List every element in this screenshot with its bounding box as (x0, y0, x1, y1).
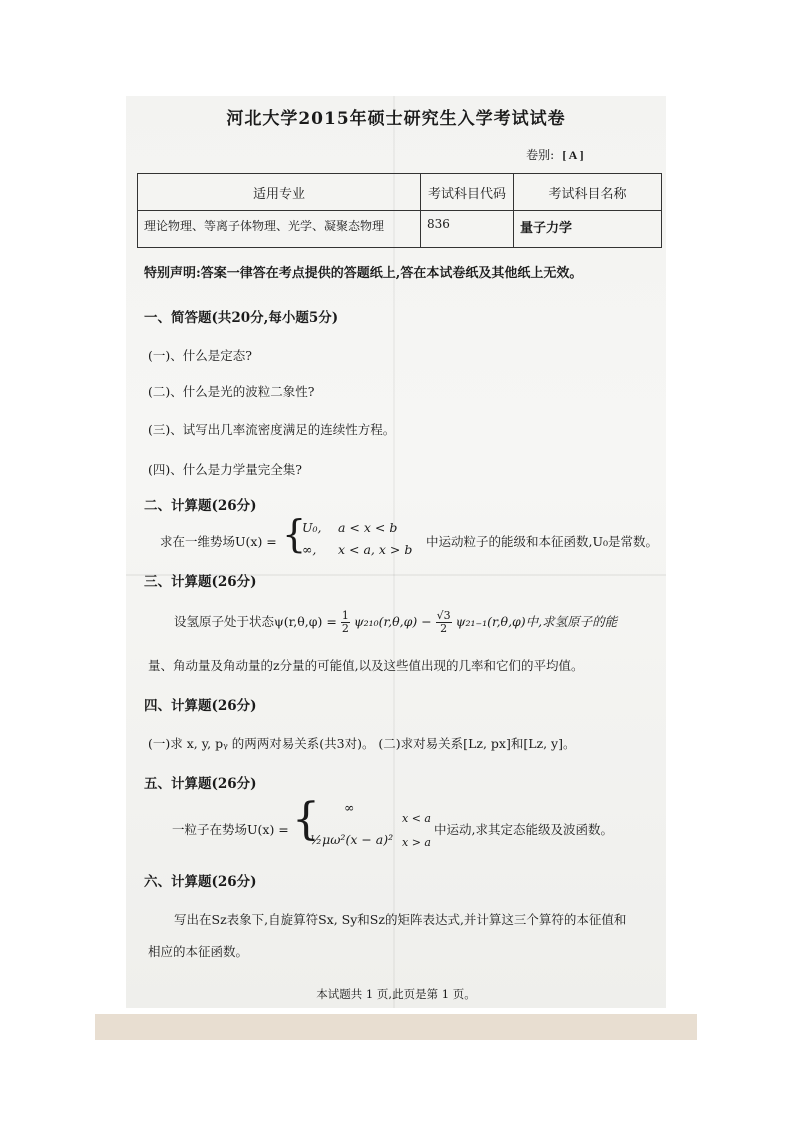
section2-case1-condition: a < x < b (338, 520, 398, 535)
section2-heading: 二、计算题(26分) (144, 498, 257, 514)
section2-text-post: 中运动粒子的能级和本征函数,U₀是常数。 (426, 534, 659, 549)
exam-sheet (126, 96, 666, 1008)
section5-case2-value: ½μω²(x − a)² (310, 832, 394, 847)
section3-line2: 量、角动量及角动量的z分量的可能值,以及这些值出现的几率和它们的平均值。 (148, 658, 584, 673)
section2-case2-value: ∞, (302, 542, 317, 557)
exam-info-table (137, 173, 662, 248)
section3-psi2: ψ₂₁₋₁(r,θ,φ)中,求氢原子的能 (455, 614, 618, 630)
cell-code: 836 (421, 211, 514, 248)
section5-case1-condition: x < a (402, 812, 431, 825)
section6-line1: 写出在Sz表象下,自旋算符Sx, Sy和Sz的矩阵表达式,并计算这三个算符的本征值和 (174, 912, 627, 927)
paper-code-label: 卷别: (526, 148, 555, 162)
question-1-2: (二)、什么是光的波粒二象性? (148, 384, 315, 399)
section4-heading: 四、计算题(26分) (144, 698, 257, 714)
section3-line1 (174, 610, 617, 635)
section2-brace: { (282, 512, 307, 556)
bottom-band (95, 1014, 697, 1040)
section5-case2-condition: x > a (402, 836, 431, 849)
question-1-1: (一)、什么是定态? (148, 348, 252, 363)
header-subject: 考试科目名称 (514, 174, 662, 211)
section2-text-pre: 求在一维势场U(x) = (160, 534, 277, 549)
section6-heading: 六、计算题(26分) (144, 874, 257, 890)
section6-line2: 相应的本征函数。 (148, 944, 249, 959)
section3-psi1: ψ₂₁₀(r,θ,φ) − (353, 614, 432, 630)
section3-frac2 (436, 610, 452, 635)
section3-frac1-den: 2 (341, 622, 349, 636)
exam-title: 河北大学2015年硕士研究生入学考试试卷 (226, 109, 566, 129)
header-code: 考试科目代码 (421, 174, 514, 211)
section3-frac2-num: √3 (436, 609, 451, 622)
section3-frac2-den: 2 (440, 622, 448, 636)
section3-frac1-num: 1 (341, 609, 349, 622)
section5-brace: { (292, 794, 320, 845)
section5-text-post: 中运动,求其定态能级及波函数。 (434, 822, 613, 837)
page-footer: 本试题共 1 页,此页是第 1 页。 (316, 987, 476, 1001)
section5-text-pre: 一粒子在势场U(x) = (172, 822, 289, 837)
paper-code-value: [ A ] (562, 148, 584, 162)
header-major: 适用专业 (138, 174, 421, 211)
cell-subject: 量子力学 (514, 211, 662, 248)
question-1-3: (三)、试写出几率流密度满足的连续性方程。 (148, 422, 396, 437)
section1-heading: 一、简答题(共20分,每小题5分) (144, 310, 339, 326)
question-1-4: (四)、什么是力学量完全集? (148, 462, 302, 477)
section5-heading: 五、计算题(26分) (144, 776, 257, 792)
cell-majors: 理论物理、等离子体物理、光学、凝聚态物理 (138, 211, 421, 248)
paper-code (526, 146, 588, 163)
section3-frac1 (341, 610, 350, 635)
section4-text: (一)求 x, y, pᵧ 的两两对易关系(共3对)。 (二)求对易关系[Lz, px]和[Lz, y]。 (148, 736, 576, 751)
special-notice: 特别声明:答案一律答在考点提供的答题纸上,答在本试卷纸及其他纸上无效。 (144, 266, 583, 281)
section5-case1-value: ∞ (344, 800, 355, 815)
section2-case1-value: U₀, (302, 520, 322, 535)
section3-heading: 三、计算题(26分) (144, 574, 257, 590)
section3-line1-pre: 设氢原子处于状态ψ(r,θ,φ) = (174, 614, 337, 630)
section2-case2-condition: x < a, x > b (338, 542, 413, 557)
